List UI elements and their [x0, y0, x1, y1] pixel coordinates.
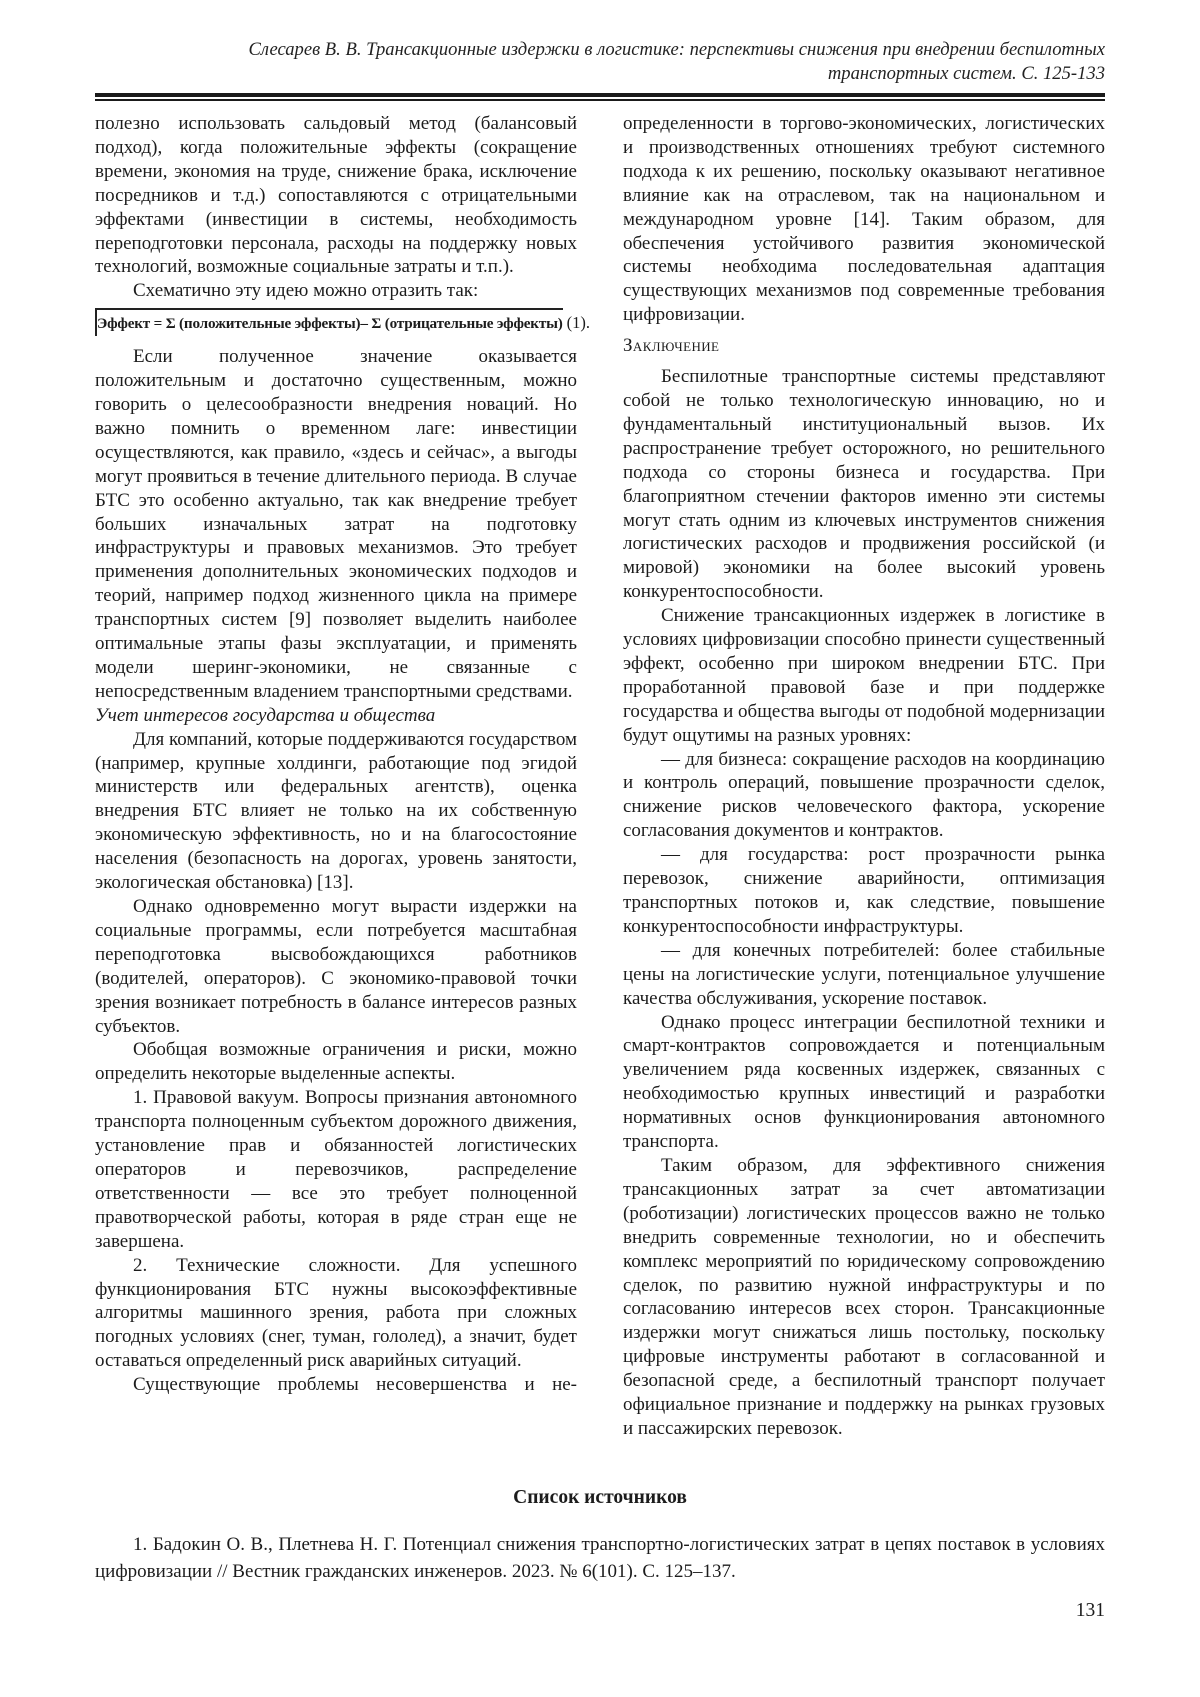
right-column [623, 112, 1105, 1441]
section-heading: Заключение [623, 335, 720, 357]
right-paragraph-3: Снижение трансакционных издержек в логистике в условиях цифровизации способно принести существенный эффект, особенно при широком внедрении БТС. При проработанной правовой базе и при поддержке государства и общества выгоды от подобной модернизации будут ощутимы на разных уровнях: [623, 605, 1105, 746]
running-head [95, 38, 1105, 86]
references-heading: Список источников [513, 1486, 687, 1508]
running-head-line1: Слесарев В. В. Трансакционные издержки в логистике: перспективы снижения при внедрении беспилотных [248, 39, 1105, 60]
left-paragraph-10: Существующие проблемы несовершенства и не- [133, 1374, 577, 1396]
right-paragraph-7: Однако процесс интеграции беспилотной техники и смарт-контрактов сопровождается и потенциальным увеличением ряда косвенных издержек, связанных с необходимостью крупных инвестиций и разработки нормативных основ функционирования автономного транспорта. [623, 1011, 1105, 1153]
left-paragraph-0: полезно использовать сальдовый метод (балансовый подход), когда положительные эффекты (сокращение времени, экономия на труде, снижение брака, исключение посредников и т.д.) сопоставляются с отрицательными эффектами (инвестиции в системы, необходимость переподготовки персонала, расходы на поддержку новых технологий, возможные социальные затраты и т.п.). [95, 113, 577, 278]
right-paragraph-8: Таким образом, для эффективного снижения трансакционных затрат за счет автоматизации (роботизации) логистических процессов важно не только внедрить современные технологии, но и обеспечить комплекс мероприятий по юридическому сопровождению сделок, по развитию нужной инфраструктуры и по согласованию интересов всех сторон. Трансакционные издержки могут снижаться лишь постольку, поскольку цифровые инструменты работают в согласованной и безопасной среде, а беспилотный транспорт получает официальное признание и поддержку на рынках грузовых и пассажирских перевозок. [623, 1154, 1105, 1439]
right-paragraph-0: определенности в торгово-экономических, логистических и производственных отношениях требуют системного подхода к их решению, поскольку оказывают негативное влияние как на отраслевом, так на национальном и международном уровне [14]. Таким образом, для обеспечения устойчивого развития экономической системы необходима последовательная адаптация существующих механизмов под современные требования цифровизации. [623, 113, 1105, 326]
formula-body: Эффект = Σ (положительные эффекты)– Σ (отрицательные эффекты) [95, 308, 563, 336]
right-paragraph-4: — для бизнеса: сокращение расходов на координацию и контроль операций, повышение прозрачности сделок, снижение рисков человеческого фактора, ускорение согласования документов и контрактов. [623, 748, 1105, 842]
two-column-body [95, 112, 1105, 1441]
subsection-heading: Учет интересов государства и общества [95, 704, 436, 726]
left-paragraph-7: Обобщая возможные ограничения и риски, можно определить некоторые выделенные аспекты. [95, 1039, 577, 1085]
left-paragraph-3: Если полученное значение оказывается положительным и достаточно существенным, можно говорить о целесообразности внедрения новаций. Но важно помнить о временном лаге: инвестиции осуществляются, как правило, «здесь и сейчас», а выгоды могут проявиться в течение длительного периода. В случае БТС это особенно актуально, так как внедрение требует больших изначальных затрат на подготовку инфраструктуры и правовых механизмов. Это требует применения дополнительных экономических подходов и теорий, например подход жизненного цикла на примере транспортных систем [9] позволяет выделить наиболее оптимальные этапы фазы эксплуатации, и применять модели шеринг-экономики, не связанные с непосредственным владением транспортными средствами. [95, 346, 577, 702]
right-paragraph-6: — для конечных потребителей: более стабильные цены на логистические услуги, потенциальное улучшение качества обслуживания, ускорение поставок. [623, 939, 1105, 1009]
reference-item-1: 1. Бадокин О. В., Плетнева Н. Г. Потенциал снижения транспортно-логистических затрат в цепях поставок в условиях цифровизации // Вестник гражданских инженеров. 2023. № 6(101). С. 125–137. [95, 1533, 1105, 1582]
left-paragraph-9: 2. Технические сложности. Для успешного функционирования БТС нужны высокоэффективные алгоритмы машинного зрения, работа при сложных погодных условиях (снег, туман, гололед), а значит, будет оставаться определенный риск аварийных ситуаций. [95, 1254, 577, 1372]
page-number: 131 [1075, 1599, 1105, 1621]
references-section [95, 1487, 1105, 1585]
left-paragraph-6: Однако одновременно могут вырасти издержки на социальные программы, если потребуется масштабная переподготовка высвобождающихся работников (водителей, операторов). С экономико-правовой точки зрения возникает потребность в балансе интересов разных субъектов. [95, 896, 577, 1037]
header-rule [95, 93, 1105, 101]
right-paragraph-2: Беспилотные транспортные системы представляют собой не только технологическую инновацию, но и фундаментальный институциональный вызов. Их распространение требует осторожного, но решительного подхода со стороны бизнеса и государства. При благоприятном стечении факторов именно эти системы могут стать одним из ключевых инструментов снижения логистических расходов и продвижения российской (и мировой) экономики на более высокий уровень конкурентоспособности. [623, 366, 1105, 603]
left-paragraph-1: Схематично эту идею можно отразить так: [133, 280, 479, 302]
page-header [95, 38, 1105, 101]
right-paragraph-5: — для государства: рост прозрачности рынка перевозок, снижение аварийности, оптимизация транспортных потоков и, как следствие, повышение конкурентоспособности инфраструктуры. [623, 844, 1105, 937]
left-paragraph-5: Для компаний, которые поддерживаются государством (например, крупные холдинги, работающие под эгидой министерств или федеральных агентств), оценка внедрения БТС влияет не только на их собственную экономическую эффективность, но и на благосостояние населения (безопасность на дорогах, уровень занятости, экологическая обстановка) [13]. [95, 728, 577, 894]
formula [95, 308, 590, 336]
formula-number: (1). [566, 313, 590, 333]
left-paragraph-8: 1. Правовой вакуум. Вопросы признания автономного транспорта полноценным субъектом дорожного движения, установление прав и обязанностей логистических операторов и перевозчиков, распределение ответственности — все это требует полноценной правотворческой работы, которая в ряде стран еще не завершена. [95, 1087, 577, 1252]
left-column [95, 112, 590, 1441]
references-list [95, 1531, 1105, 1585]
running-head-line2: транспортных систем. С. 125-133 [827, 63, 1105, 84]
